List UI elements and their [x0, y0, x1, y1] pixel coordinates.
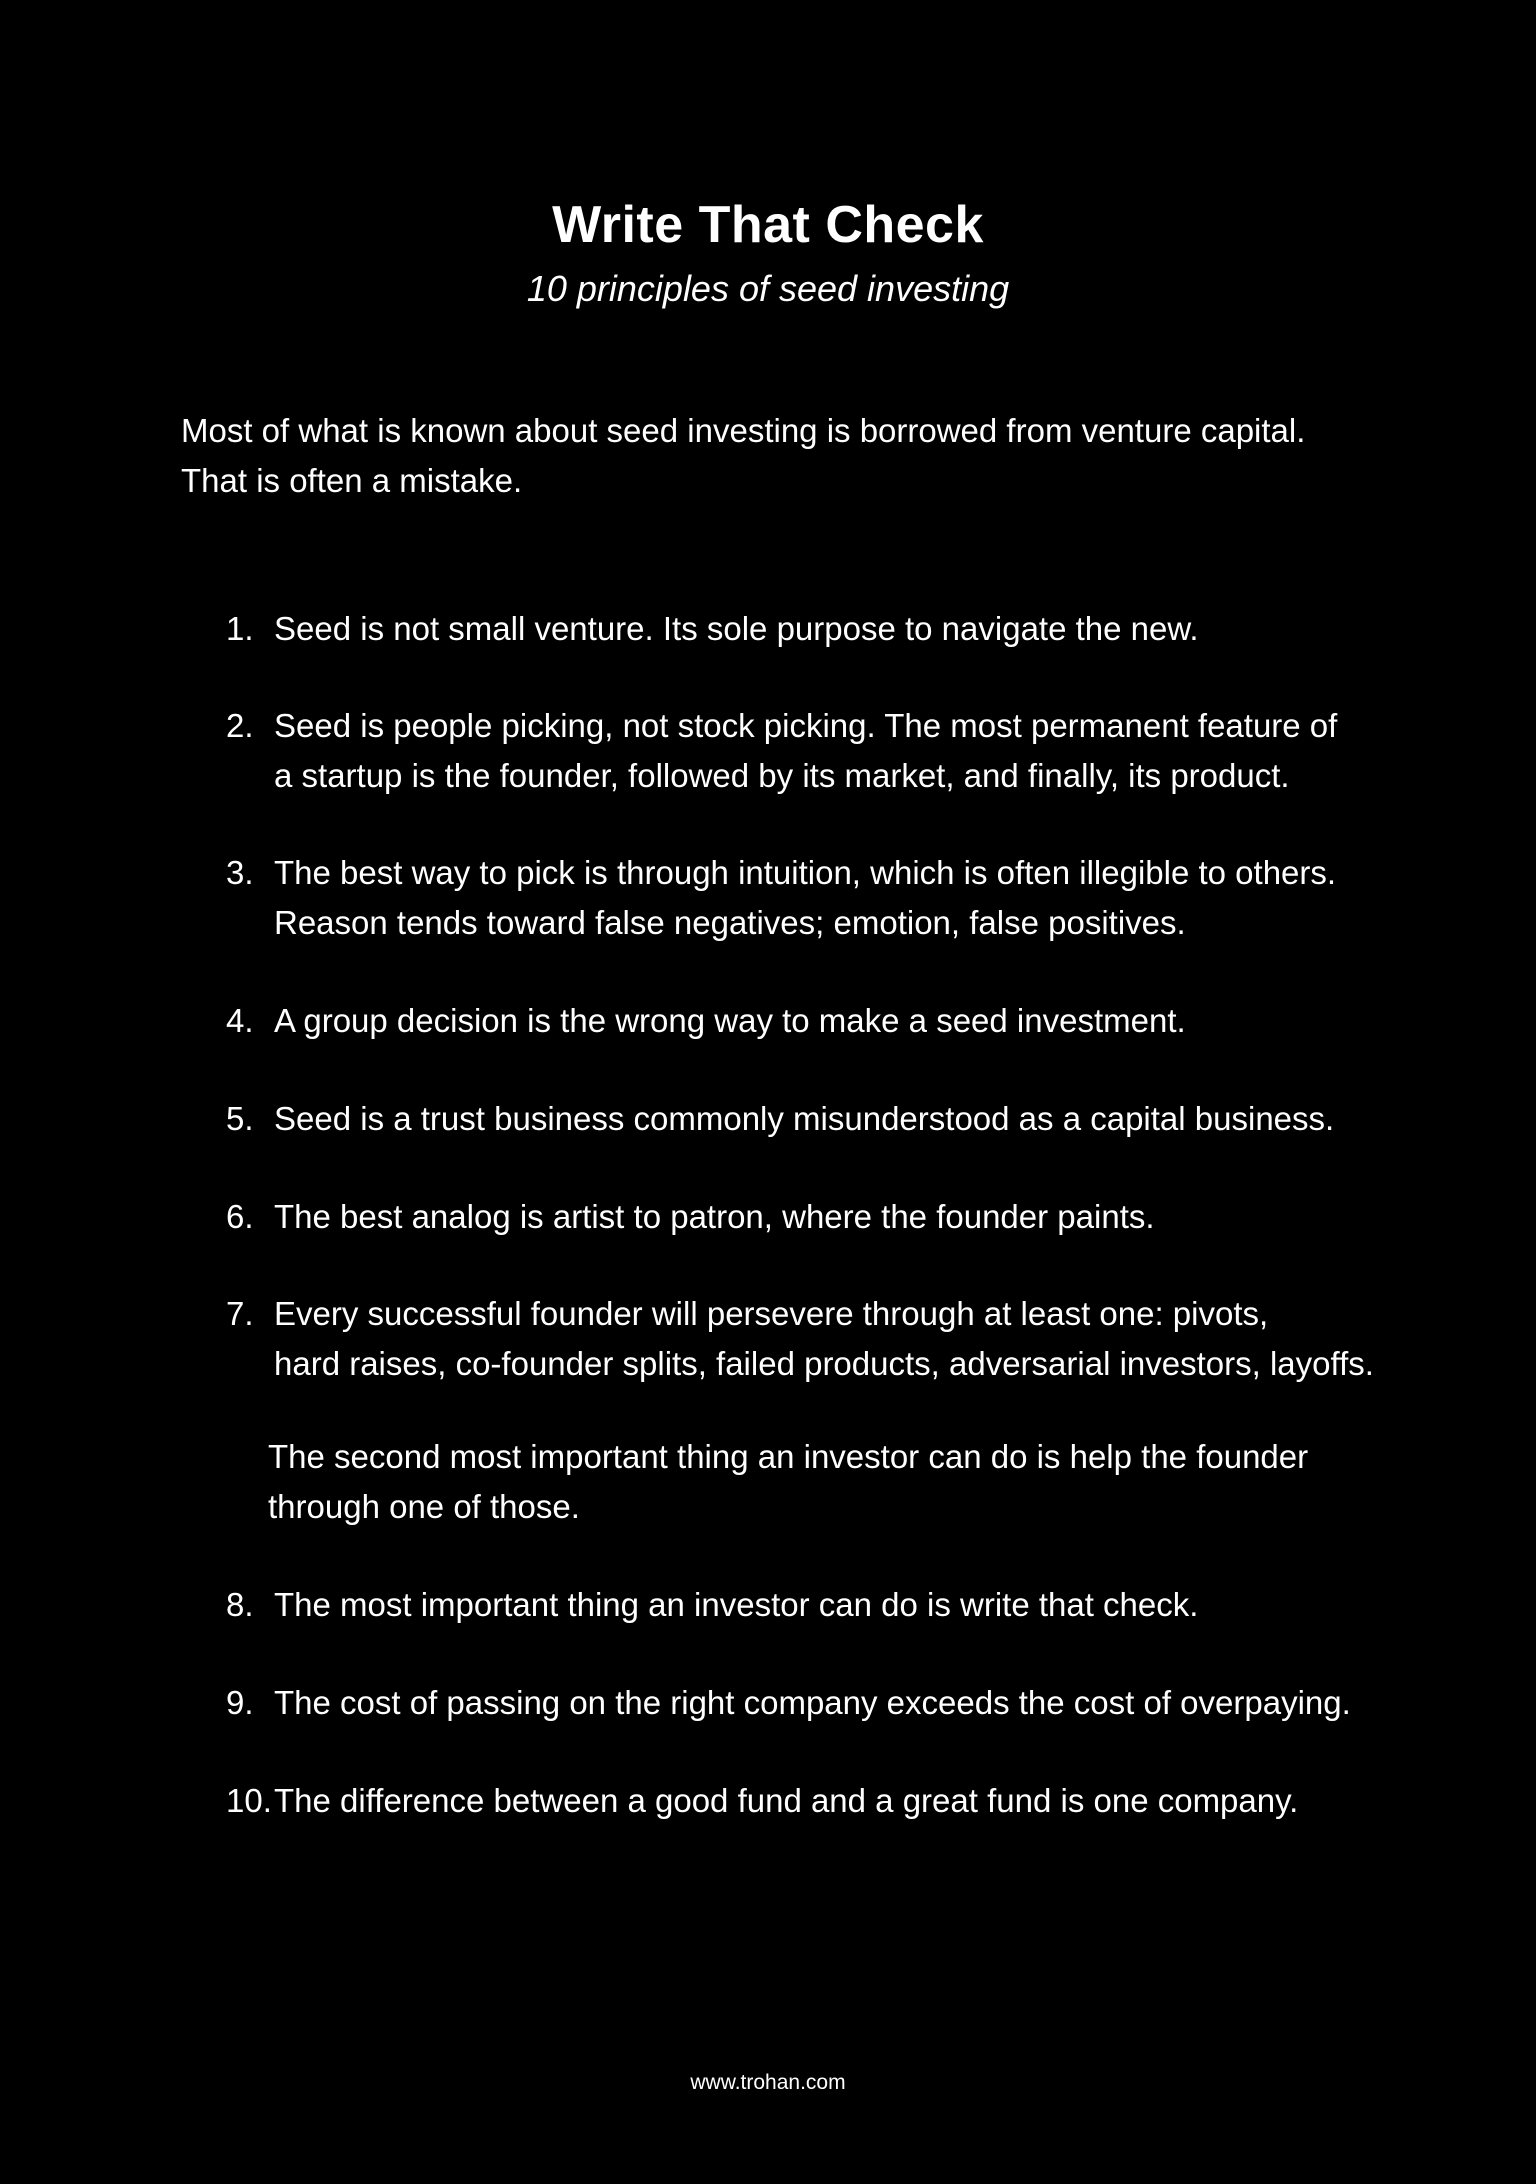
intro-line: That is often a mistake.	[181, 462, 523, 499]
principle-number: 5.	[226, 1100, 254, 1137]
page-subtitle: 10 principles of seed investing	[526, 268, 1010, 309]
note-line: The second most important thing an investor can do is help the founder	[268, 1438, 1309, 1475]
principle-line: The most important thing an investor can do is write that check.	[274, 1586, 1199, 1623]
principle-item-10	[226, 1776, 1406, 1826]
principle-line: The best way to pick is through intuition, which is often illegible to others.	[274, 854, 1337, 891]
principle-item-2	[226, 701, 1406, 801]
principle-item-4	[226, 996, 1406, 1046]
principle-text	[274, 1678, 1406, 1728]
principle-line: a startup is the founder, followed by its market, and finally, its product.	[274, 757, 1290, 794]
principle-line: The difference between a good fund and a great fund is one company.	[274, 1782, 1299, 1819]
principle-line: Seed is people picking, not stock picking. The most permanent feature of	[274, 707, 1338, 744]
principle-item-3	[226, 848, 1406, 948]
principle-line: Reason tends toward false negatives; emotion, false positives.	[274, 904, 1186, 941]
principle-number: 9.	[226, 1684, 254, 1721]
principle-number: 7.	[226, 1295, 254, 1332]
principle-text	[274, 1289, 1406, 1389]
principle-text	[274, 1776, 1406, 1826]
principle-text	[274, 996, 1406, 1046]
principle-line: A group decision is the wrong way to make a seed investment.	[274, 1002, 1186, 1039]
principle-number: 4.	[226, 1002, 254, 1039]
principle-number: 2.	[226, 707, 254, 744]
principle-line: Seed is not small venture. Its sole purpose to navigate the new.	[274, 610, 1199, 647]
principle-item-9	[226, 1678, 1406, 1728]
principle-item-5	[226, 1094, 1406, 1144]
principle-number: 6.	[226, 1198, 254, 1235]
principle-text	[274, 1192, 1406, 1242]
principle-line: Every successful founder will persevere through at least one: pivots,	[274, 1295, 1269, 1332]
principle-item-1	[226, 604, 1406, 654]
principle-text	[274, 1094, 1406, 1144]
principle-text	[274, 1580, 1406, 1630]
principle-text	[274, 848, 1406, 948]
intro-line: Most of what is known about seed investing is borrowed from venture capital.	[181, 412, 1306, 449]
page-title: Write That Check	[552, 196, 984, 254]
principle-item-6	[226, 1192, 1406, 1242]
principle-number: 8.	[226, 1586, 254, 1623]
principle-item-8	[226, 1580, 1406, 1630]
note-line: through one of those.	[268, 1488, 580, 1525]
principle-item-7	[226, 1289, 1406, 1389]
principle-text	[274, 701, 1406, 801]
principle-number: 10.	[226, 1782, 272, 1819]
footer-website-link[interactable]: www.trohan.com	[690, 2071, 846, 2094]
intro-paragraph	[181, 406, 1381, 506]
principle-line: The best analog is artist to patron, where the founder paints.	[274, 1198, 1155, 1235]
principle-line: Seed is a trust business commonly misunderstood as a capital business.	[274, 1100, 1335, 1137]
principle-7-note	[268, 1432, 1368, 1532]
principle-number: 1.	[226, 610, 254, 647]
principle-line: hard raises, co-founder splits, failed products, adversarial investors, layoffs.	[274, 1345, 1374, 1382]
principle-number: 3.	[226, 854, 254, 891]
principle-text	[274, 604, 1406, 654]
principle-line: The cost of passing on the right company exceeds the cost of overpaying.	[274, 1684, 1351, 1721]
